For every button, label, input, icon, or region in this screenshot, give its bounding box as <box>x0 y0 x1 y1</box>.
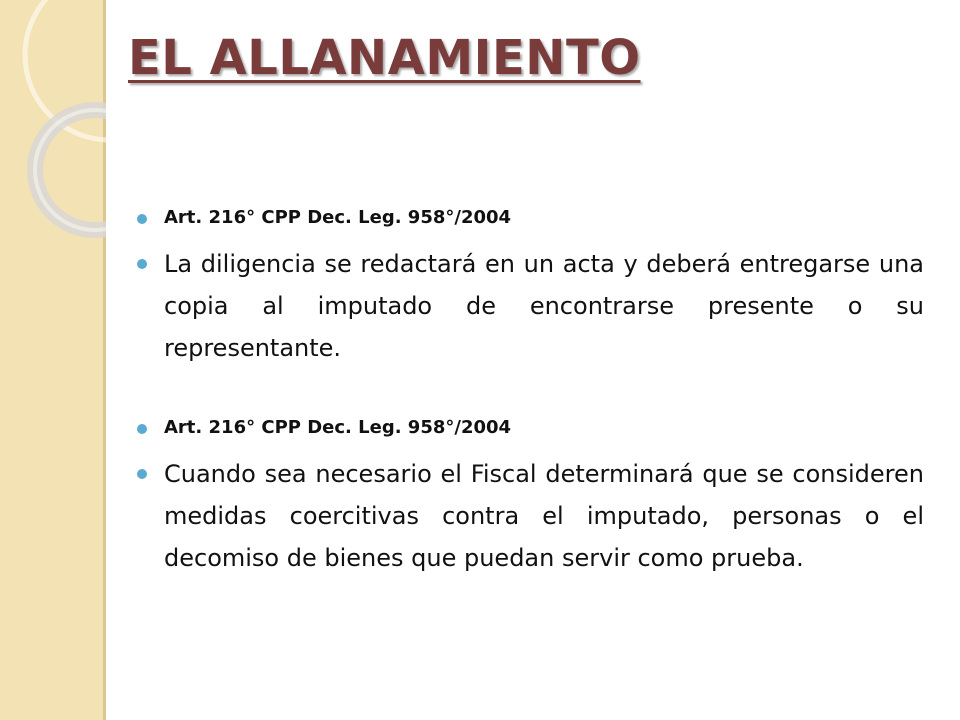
bullet-text: Cuando sea necesario el Fiscal determinará que se consideren medidas coercitivas contra el imputado, personas o el decomiso de bienes que puedan servir como prueba. <box>164 460 924 572</box>
bullet-dot-icon <box>137 469 147 479</box>
bullet-text: Art. 216° CPP Dec. Leg. 958°/2004 <box>164 417 512 438</box>
bullet-list <box>134 205 924 579</box>
decorative-side-band <box>0 0 106 720</box>
bullet-dot-icon <box>137 259 147 269</box>
bullet-text: La diligencia se redactará en un acta y deberá entregarse una copia al imputado de encontrarse presente o su representante. <box>164 250 924 362</box>
bullet-item-body-1 <box>134 243 924 369</box>
bullet-item-body-2 <box>134 453 924 579</box>
bullet-dot-icon <box>137 214 147 224</box>
slide-title: EL ALLANAMIENTO <box>128 30 641 86</box>
bullet-text: Art. 216° CPP Dec. Leg. 958°/2004 <box>164 207 512 228</box>
bullet-item-reference-1 <box>134 205 924 231</box>
decorative-circles <box>0 0 106 720</box>
bullet-item-reference-2 <box>134 415 924 441</box>
bullet-dot-icon <box>137 424 147 434</box>
